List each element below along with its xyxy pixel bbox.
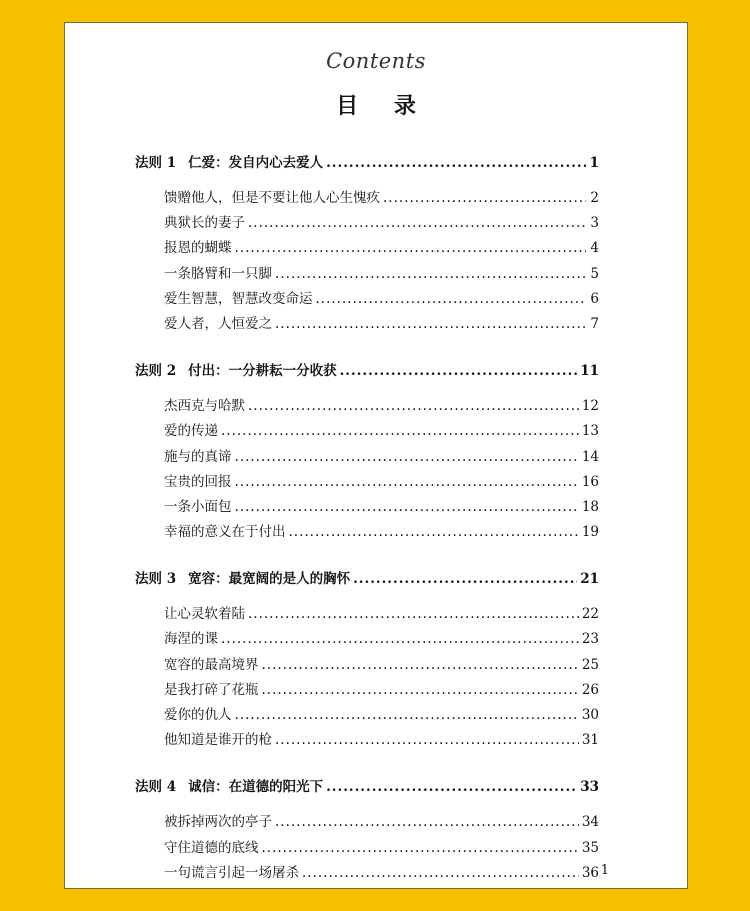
dot-leader — [262, 682, 579, 698]
dot-leader — [235, 474, 579, 490]
toc-entry[interactable] — [135, 703, 599, 728]
toc-section-header[interactable] — [135, 567, 599, 594]
dot-leader — [275, 266, 586, 282]
entry-page: 22 — [581, 606, 599, 623]
entry-label: 让心灵软着陆 — [164, 606, 245, 623]
toc-section-header[interactable] — [135, 359, 599, 386]
entry-page: 19 — [581, 524, 599, 541]
entry-label: 宝贵的回报 — [164, 473, 232, 490]
toc-section-header[interactable] — [135, 775, 599, 802]
entry-page: 18 — [581, 498, 599, 515]
entry-page: 25 — [581, 656, 599, 673]
toc-section-4 — [135, 775, 599, 886]
toc-entry[interactable] — [135, 627, 599, 652]
dot-leader — [248, 606, 579, 622]
dot-leader — [235, 707, 579, 723]
entry-page: 14 — [581, 448, 599, 465]
entry-label: 馈赠他人，但是不要让他人心生愧疚 — [164, 190, 380, 206]
dot-leader — [235, 240, 587, 256]
entry-label: 报恩的蝴蝶 — [164, 240, 232, 257]
entry-label: 一句谎言引起一场屠杀 — [164, 864, 299, 881]
entry-label: 杰西克与哈默 — [164, 398, 245, 415]
entry-label: 爱的传递 — [164, 423, 218, 440]
entry-page: 26 — [581, 681, 599, 698]
dot-leader — [340, 363, 578, 379]
toc-section-header[interactable] — [135, 151, 599, 178]
entry-page: 35 — [581, 839, 599, 856]
toc-entry[interactable] — [135, 470, 599, 495]
entry-page: 3 — [590, 215, 599, 232]
dot-leader — [326, 155, 586, 171]
entry-page: 5 — [590, 265, 599, 282]
document-page — [64, 22, 688, 889]
dot-leader — [275, 732, 579, 748]
section-page: 33 — [580, 779, 599, 796]
dot-leader — [326, 779, 577, 795]
entry-label: 一条胳臂和一只脚 — [164, 265, 272, 282]
dot-leader — [262, 657, 579, 673]
entry-label: 是我打碎了花瓶 — [164, 681, 259, 698]
dot-leader — [275, 316, 586, 332]
entry-page: 4 — [590, 240, 599, 257]
toc-entry[interactable] — [135, 236, 599, 261]
section-page: 11 — [580, 363, 599, 380]
toc-entry[interactable] — [135, 312, 599, 337]
section-number: 法则 3 — [135, 571, 177, 588]
toc-entry[interactable] — [135, 419, 599, 444]
entry-page: 31 — [581, 732, 599, 749]
entry-page: 30 — [581, 707, 599, 723]
section-title: 仁爱：发自内心去爱人 — [188, 155, 324, 171]
entry-label: 爱人者，人恒爱之 — [164, 315, 272, 332]
toc-entry[interactable] — [135, 810, 599, 835]
page-title: 目 录 — [336, 93, 430, 119]
entry-label: 被拆掉两次的亭子 — [164, 814, 272, 831]
dot-leader — [248, 215, 586, 231]
toc-entry[interactable] — [135, 211, 599, 236]
toc-entry[interactable] — [135, 287, 599, 312]
toc-entry[interactable] — [135, 495, 599, 520]
toc-entry[interactable] — [135, 394, 599, 419]
toc-entry[interactable] — [135, 836, 599, 861]
section-title: 付出：一分耕耘一分收获 — [188, 363, 337, 380]
entry-label: 一条小面包 — [164, 498, 232, 515]
toc-entry[interactable] — [135, 653, 599, 678]
dot-leader — [262, 840, 579, 856]
dot-leader — [221, 423, 579, 439]
section-number: 法则 1 — [135, 155, 177, 171]
entry-label: 幸福的意义在于付出 — [164, 524, 286, 541]
entry-page: 34 — [581, 814, 599, 831]
toc-entry[interactable] — [135, 445, 599, 470]
entry-page: 6 — [590, 290, 599, 307]
entry-label: 典狱长的妻子 — [164, 215, 245, 232]
section-number: 法则 4 — [135, 779, 177, 796]
toc-entry[interactable] — [135, 602, 599, 627]
entry-page: 12 — [581, 398, 599, 415]
entry-page: 7 — [590, 315, 599, 332]
entry-page: 13 — [581, 423, 599, 440]
dot-leader — [302, 865, 579, 881]
entry-page: 23 — [581, 631, 599, 648]
contents-script-heading: Contents — [326, 49, 426, 73]
toc-entry[interactable] — [135, 728, 599, 753]
entry-label: 他知道是谁开的枪 — [164, 732, 272, 749]
entry-label: 守住道德的底线 — [164, 839, 259, 856]
dot-leader — [248, 398, 579, 414]
dot-leader — [383, 190, 586, 206]
dot-leader — [235, 499, 579, 515]
dot-leader — [275, 814, 579, 830]
section-title: 诚信：在道德的阳光下 — [188, 779, 324, 796]
entry-page: 36 — [581, 864, 599, 881]
toc-section-1 — [135, 151, 599, 337]
page-number: 1 — [600, 863, 609, 878]
dot-leader — [235, 449, 579, 465]
toc-entry[interactable] — [135, 262, 599, 287]
entry-label: 爱生智慧，智慧改变命运 — [164, 290, 313, 307]
toc-section-3 — [135, 567, 599, 753]
section-page: 1 — [589, 155, 599, 171]
section-page: 21 — [580, 571, 599, 588]
dot-leader — [316, 291, 587, 307]
entry-label: 海涅的课 — [164, 631, 218, 648]
toc-entry[interactable] — [135, 861, 599, 886]
toc-entry[interactable] — [135, 678, 599, 703]
toc-entry[interactable] — [135, 520, 599, 545]
toc-entry[interactable] — [135, 186, 599, 211]
section-number: 法则 2 — [135, 363, 177, 380]
entry-page: 16 — [581, 473, 599, 490]
table-of-contents — [135, 151, 599, 908]
entry-label: 施与的真谛 — [164, 448, 232, 465]
entry-label: 宽容的最高境界 — [164, 656, 259, 673]
dot-leader — [353, 571, 577, 587]
entry-page: 2 — [590, 190, 599, 206]
toc-section-2 — [135, 359, 599, 545]
dot-leader — [289, 524, 579, 540]
dot-leader — [221, 631, 579, 647]
entry-label: 爱你的仇人 — [164, 707, 232, 723]
section-title: 宽容：最宽阔的是人的胸怀 — [188, 571, 351, 588]
